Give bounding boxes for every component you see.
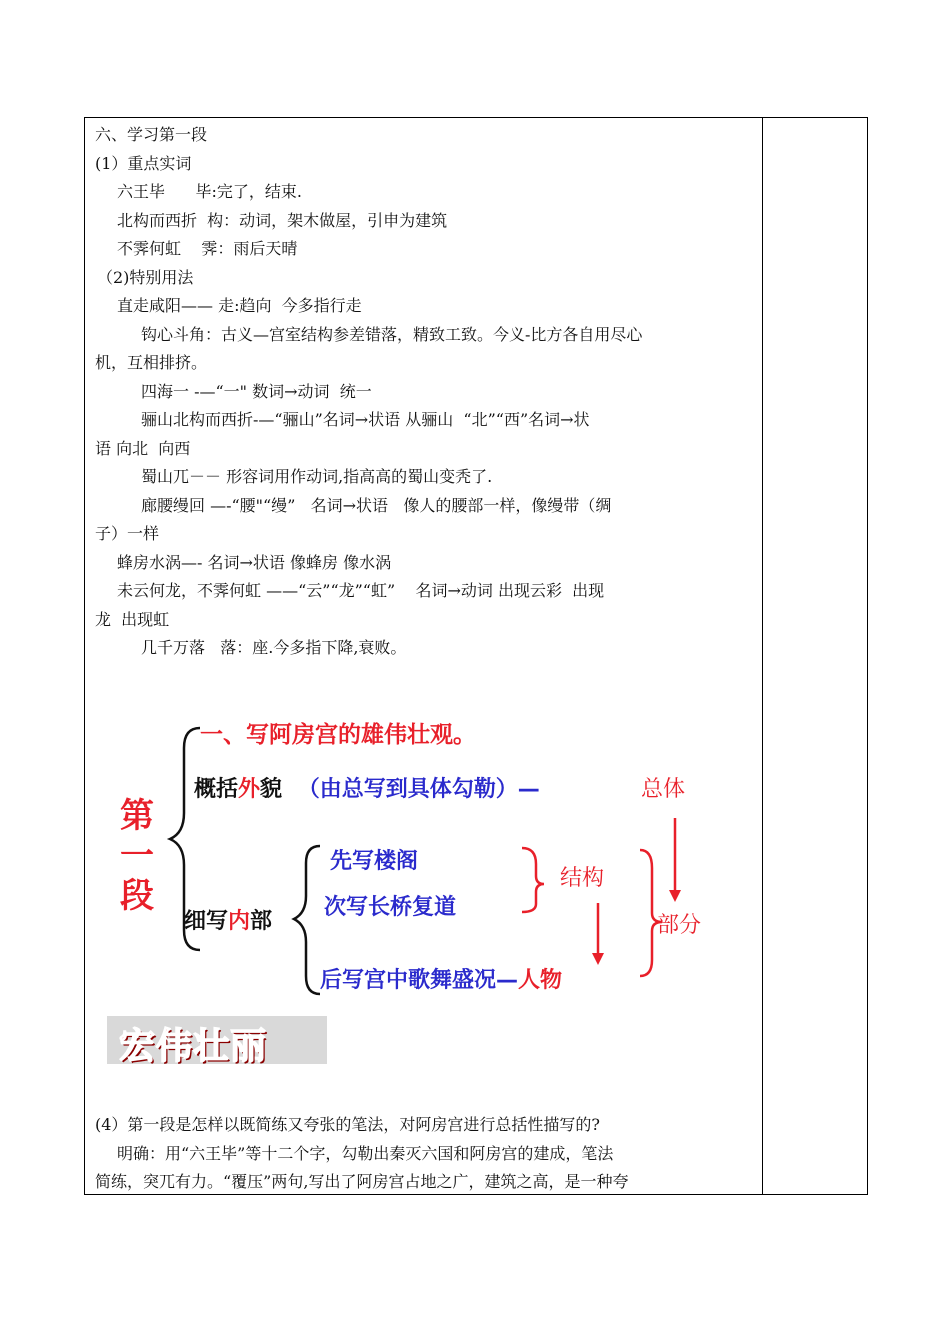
usage-line: 四海一 -—“一" 数词→动词 统一 — [141, 381, 372, 401]
summary-line — [194, 772, 540, 803]
summary-banner — [107, 1016, 327, 1067]
usage-line: 廊腰缦回 —-“腰"“缦” 名词→状语 像人的腰部一样，像缦带（绸 — [141, 495, 612, 515]
usage-line: 直走咸阳—— 走:趋向 今多指行走 — [117, 296, 362, 315]
usage-line: 蜂房水涡—- 名词→状语 像蜂房 像水涡 — [117, 552, 392, 572]
label-total: 总体 — [641, 777, 686, 802]
answer-line: 简练，突兀有力。“覆压”两句,写出了阿房宫占地之广，建筑之高，是一种夸 — [95, 1172, 629, 1191]
vertical-section-label: 第一段 — [120, 796, 154, 916]
section-title: 六、学习第一段 — [95, 125, 208, 144]
detail-item-1: 先写楼阁 — [330, 849, 419, 874]
label-parts: 部分 — [657, 913, 702, 938]
usage-line: 未云何龙，不霁何虹 ——“云”“龙”“虹” 名词→动词 出现云彩 出现 — [117, 581, 605, 600]
subsection-title: （2)特别用法 — [97, 267, 194, 287]
diagram-heading: 一、写阿房宫的雄伟壮观。 — [200, 722, 476, 748]
label-structure: 结构 — [560, 866, 605, 891]
question-section — [95, 1111, 755, 1197]
summary-detail: （由总写到具体勾勒）— — [297, 777, 540, 802]
detail-item-2: 次写长桥复道 — [324, 895, 457, 920]
usage-line: 蜀山兀－－ 形容词用作动词,指高高的蜀山变秃了. — [141, 467, 493, 486]
summary-post: 貌 — [260, 777, 283, 802]
detail-item-3-text: 后写宫中歌舞盛况— — [320, 968, 519, 993]
vocab-line: 北构而西折 构：动词，架木做屋，引申为建筑 — [117, 210, 448, 230]
subsection-title: (1）重点实词 — [95, 153, 192, 173]
usage-line: 几千万落 落：座.今多指下降,衰败。 — [141, 638, 407, 657]
vocab-line: 六王毕 毕:完了，结束. — [117, 182, 302, 201]
usage-line: 子）一样 — [95, 524, 160, 543]
banner-text: 宏伟壮丽 — [119, 1026, 268, 1067]
question-4: (4）第一段是怎样以既简练又夸张的笔法，对阿房宫进行总括性描写的? — [95, 1115, 601, 1134]
detail-item-3 — [320, 963, 562, 994]
usage-line: 钩心斗角：古义—宫室结构参差错落，精致工致。今义-比方各自用尽心 — [141, 324, 643, 344]
usage-line: 骊山北构而西折-—“骊山”名词→状语 从骊山 “北”“西”名词→状 — [141, 410, 590, 429]
detail-pre: 细写 — [184, 909, 229, 934]
table-column-divider — [762, 117, 763, 1195]
detail-post: 部 — [250, 909, 273, 934]
detail-item-3-accent: 人物 — [518, 968, 563, 993]
summary-pre: 概括 — [194, 777, 239, 802]
vocab-line: 不霁何虹 霁：雨后天晴 — [117, 239, 298, 258]
section-content — [95, 121, 755, 663]
summary-accent: 外 — [238, 777, 261, 802]
answer-line: 明确：用“六王毕”等十二个字，勾勒出秦灭六国和阿房宫的建成，笔法 — [117, 1143, 614, 1163]
usage-line: 机，互相排挤。 — [95, 353, 208, 372]
usage-line: 语 向北 向西 — [95, 438, 191, 458]
detail-line — [184, 904, 272, 935]
usage-line: 龙 出现虹 — [95, 609, 170, 629]
detail-accent: 内 — [228, 909, 251, 934]
